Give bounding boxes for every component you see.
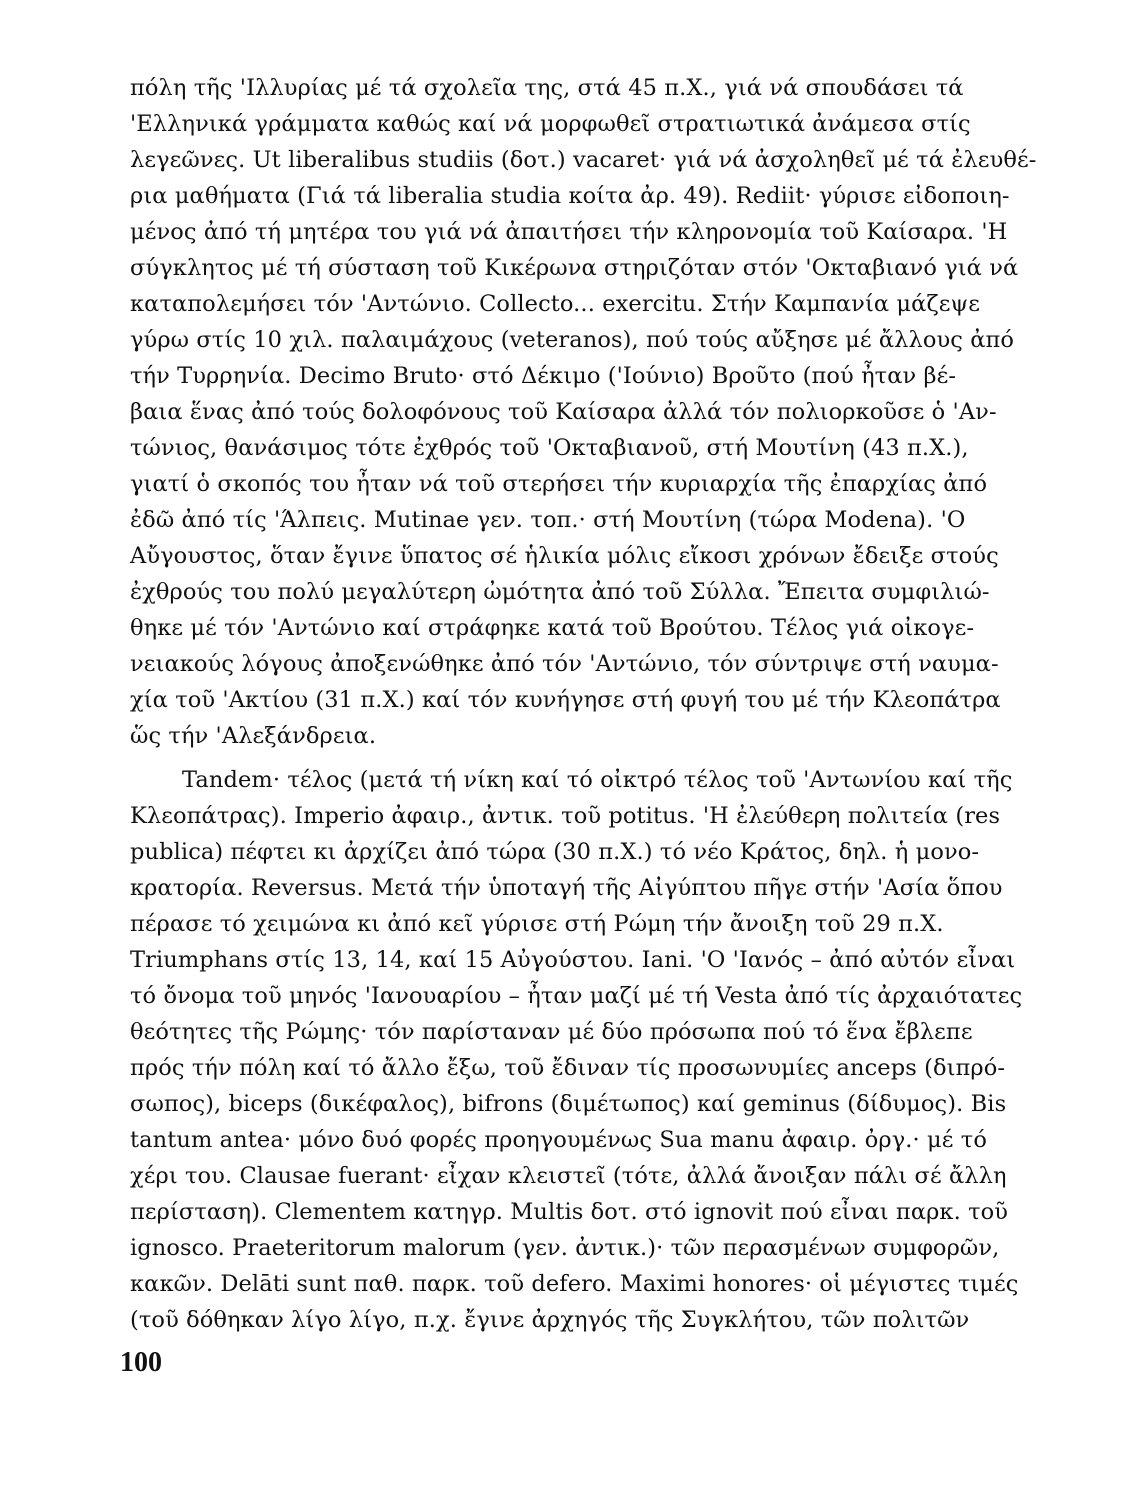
text-line: θεότητες τῆς Ρώμης· τόν παρίσταναν μέ δύο πρόσωπα πού τό ἕνα ἔβλεπε: [130, 1019, 973, 1045]
text-line: καταπολεμήσει τόν 'Αντώνιο. Collecto... exercitu. Στήν Καμπανία μάζεψε: [130, 291, 980, 317]
text-line-indented: Tandem· τέλος (μετά τή νίκη καί τό οἰκτρό τέλος τοῦ 'Αντωνίου καί τῆς: [182, 767, 1013, 793]
text-line: κρατορία. Reversus. Μετά τήν ὑποταγή τῆς Αἰγύπτου πῆγε στήν 'Ασία ὅπου: [130, 875, 1003, 901]
text-line: βαια ἕνας ἀπό τούς δολοφόνους τοῦ Καίσαρα ἀλλά τόν πολιορκοῦσε ὁ 'Αν-: [130, 399, 997, 425]
text-line: πόλη τῆς 'Ιλλυρίας μέ τά σχολεῖα της, στά 45 π.Χ., γιά νά σπουδάσει τά: [130, 75, 964, 101]
text-line: Triumphans στίς 13, 14, καί 15 Αὐγούστου. Iani. 'Ο 'Ιανός – ἀπό αὐτόν εἶναι: [130, 947, 1016, 973]
text-line: ρια μαθήματα (Γιά τά liberalia studia κοίτα ἀρ. 49). Rediit· γύρισε εἰδοποιη-: [130, 183, 1010, 209]
text-line: τό ὄνομα τοῦ μηνός 'Ιανουαρίου – ἦταν μαζί μέ τή Vesta ἀπό τίς ἀρχαιότατες: [130, 983, 1023, 1009]
paragraph-2: [130, 762, 1090, 1338]
text-line: χέρι του. Clausae fuerant· εἶχαν κλειστεῖ (τότε, ἀλλά ἄνοιξαν πάλι σέ ἄλλη: [130, 1163, 1007, 1189]
text-line: λεγεῶνες. Ut liberalibus studiis (δοτ.) vacaret· γιά νά ἀσχοληθεῖ μέ τά ἐλευθέ-: [130, 147, 1037, 173]
text-line: τώνιος, θανάσιμος τότε ἐχθρός τοῦ 'Οκταβιανοῦ, στή Μουτίνη (43 π.Χ.),: [130, 435, 969, 461]
text-line: (τοῦ δόθηκαν λίγο λίγο, π.χ. ἔγινε ἀρχηγός τῆς Συγκλήτου, τῶν πολιτῶν: [130, 1307, 970, 1333]
text-line: ἐδῶ ἀπό τίς 'Άλπεις. Mutinae γεν. τοπ.· στή Μουτίνη (τώρα Modena). 'Ο: [130, 507, 966, 533]
text-line: ignosco. Praeteritorum malorum (γεν. ἀντικ.)· τῶν περασμένων συμφορῶν,: [130, 1235, 1000, 1261]
text-line: κακῶν. Delāti sunt παθ. παρκ. τοῦ defero. Maximi honores· οἱ μέγιστες τιμές: [130, 1271, 1019, 1297]
text-line: πρός τήν πόλη καί τό ἄλλο ἔξω, τοῦ ἔδιναν τίς προσωνυμίες anceps (διπρό-: [130, 1055, 1006, 1081]
text-line: θηκε μέ τόν 'Αντώνιο καί στράφηκε κατά τοῦ Βρούτου. Τέλος γιά οἰκογε-: [130, 615, 975, 641]
text-line: ἐχθρούς του πολύ μεγαλύτερη ὠμότητα ἀπό τοῦ Σύλλα. Ἔπειτα συμφιλιώ-: [130, 579, 990, 605]
text-line: πέρασε τό χειμώνα κι ἀπό κεῖ γύρισε στή Ρώμη τήν ἄνοιξη τοῦ 29 π.Χ.: [130, 911, 944, 937]
text-line: 'Ελληνικά γράμματα καθώς καί νά μορφωθεῖ στρατιωτικά ἀνάμεσα στίς: [130, 111, 971, 137]
text-line: χία τοῦ 'Ακτίου (31 π.Χ.) καί τόν κυνήγησε στή φυγή του μέ τήν Κλεοπάτρα: [130, 687, 1001, 713]
text-line: σωπος), biceps (δικέφαλος), bifrons (διμέτωπος) καί geminus (δίδυμος). Bis: [130, 1091, 1007, 1117]
text-line: τήν Τυρρηνία. Decimo Bruto· στό Δέκιμο ('Ιούνιο) Βροῦτο (πού ἦταν βέ-: [130, 363, 957, 389]
text-line: σύγκλητος μέ τή σύσταση τοῦ Κικέρωνα στηριζόταν στόν 'Οκταβιανό γιά νά: [130, 255, 1019, 281]
text-line: ὥς τήν 'Αλεξάνδρεια.: [130, 723, 377, 749]
text-line: περίσταση). Clementem κατηγρ. Multis δοτ. στό ignovit πού εἶναι παρκ. τοῦ: [130, 1199, 1009, 1225]
text-line: γιατί ὁ σκοπός του ἦταν νά τοῦ στερήσει τήν κυριαρχία τῆς ἐπαρχίας ἀπό: [130, 471, 988, 497]
text-line: Αὔγουστος, ὅταν ἔγινε ὕπατος σέ ἡλικία μόλις εἴκοσι χρόνων ἔδειξε στούς: [130, 543, 999, 569]
paragraph-1: [130, 70, 1090, 754]
text-line: tantum antea· μόνο δυό φορές προηγουμένως Sua manu ἀφαιρ. ὀργ.· μέ τό: [130, 1127, 987, 1153]
text-line: publica) πέφτει κι ἀρχίζει ἀπό τώρα (30 π.Χ.) τό νέο Κράτος, δηλ. ἡ μονο-: [130, 839, 980, 865]
text-line: Κλεοπάτρας). Imperio ἀφαιρ., ἀντικ. τοῦ potitus. 'Η ἐλεύθερη πολιτεία (res: [130, 803, 1001, 829]
paragraph-gap: [130, 754, 1090, 762]
page-number: 100: [120, 1347, 162, 1378]
text-line: μένος ἀπό τή μητέρα του γιά νά ἀπαιτήσει τήν κληρονομία τοῦ Καίσαρα. 'Η: [130, 219, 1008, 245]
text-line: νειακούς λόγους ἀποξενώθηκε ἀπό τόν 'Αντώνιο, τόν σύντριψε στή ναυμα-: [130, 651, 999, 677]
body-text: [130, 70, 1090, 1338]
text-line: γύρω στίς 10 χιλ. παλαιμάχους (veteranos), πού τούς αὔξησε μέ ἄλλους ἀπό: [130, 327, 1015, 353]
